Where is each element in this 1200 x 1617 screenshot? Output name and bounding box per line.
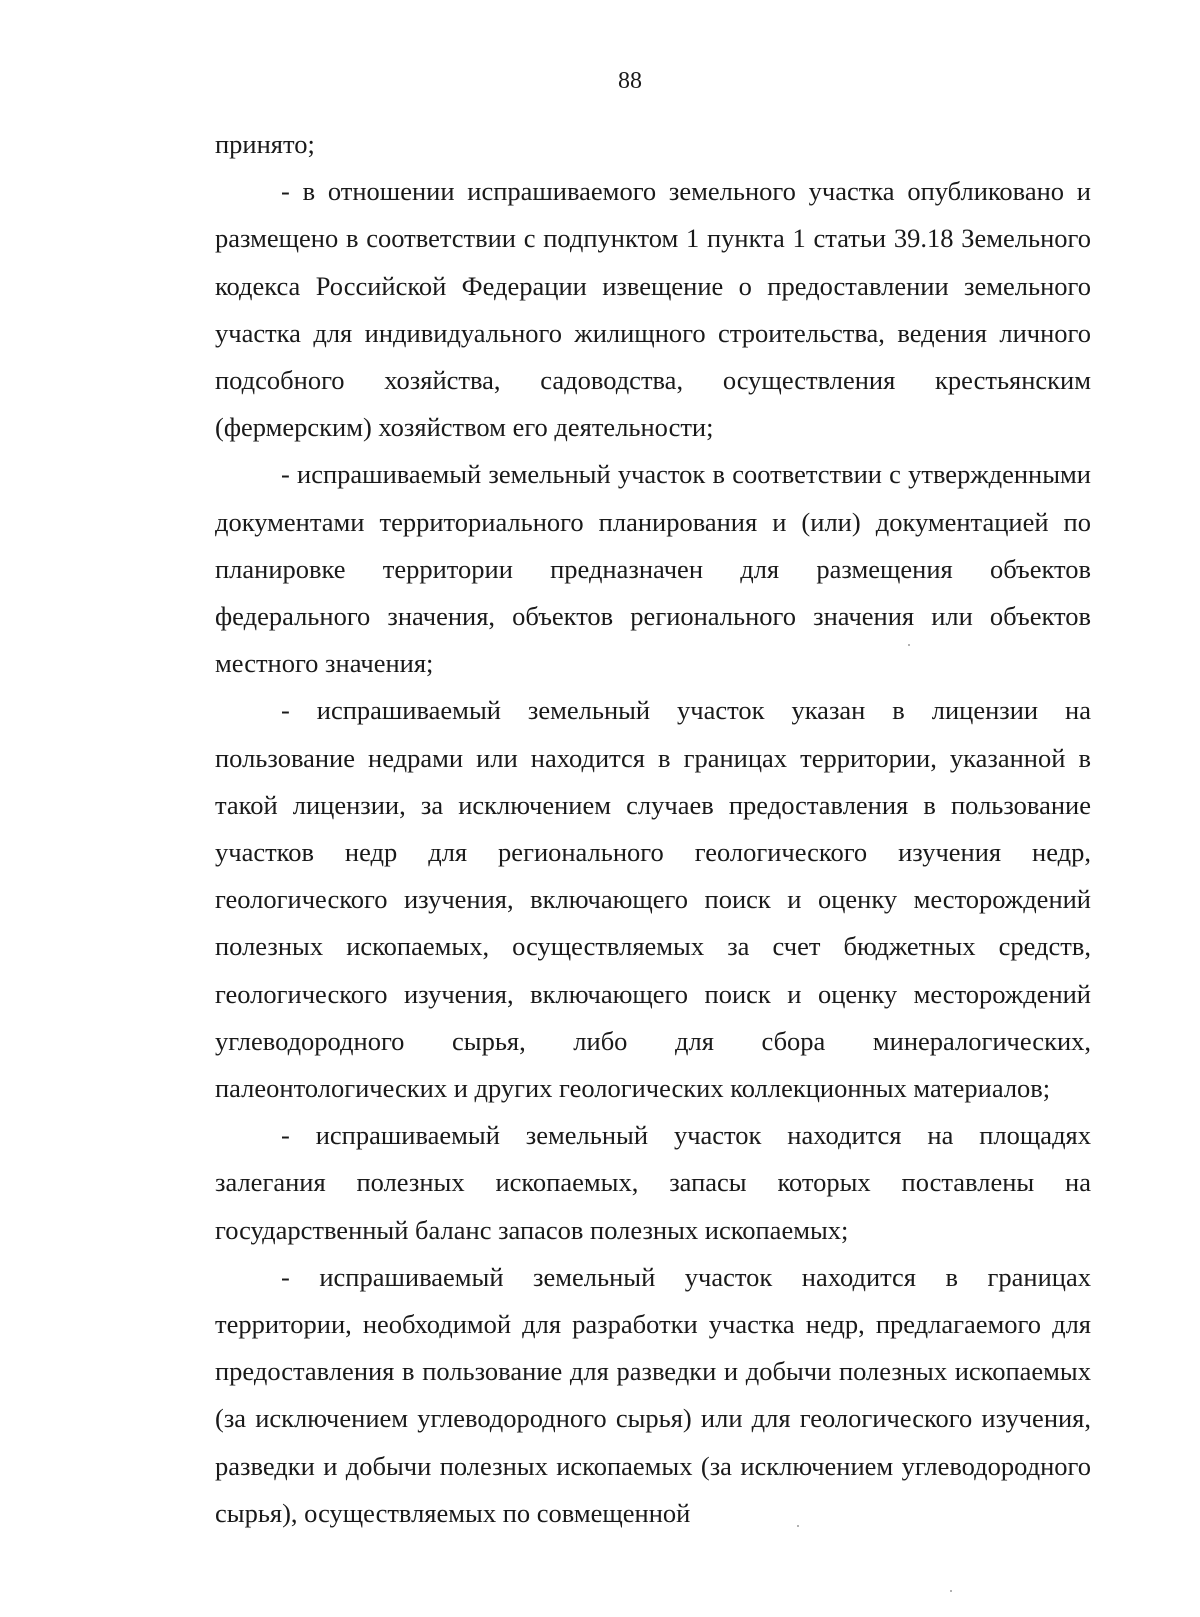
scan-speck — [908, 644, 910, 646]
scan-speck — [797, 1525, 799, 1527]
paragraph-continuation: принято; — [215, 129, 315, 159]
paragraph-territorial-planning: - испрашиваемый земельный участок в соответствии с утвержденными документами территориального планирования и (или) документацией по планировке территории предназначен для размещения объектов федерального значения, объектов регионального значения или объектов местного значения; — [215, 459, 1091, 679]
paragraph-subsoil-development: - испрашиваемый земельный участок находится в границах территории, необходимой для разработки участка недр, предлагаемого для предоставления в пользование для разведки и добычи полезных ископаемых (за исключением углеводородного сырья) или для геологического изучения, разведки и добычи полезных ископаемых (за исключением углеводородного сырья), осуществляемых по совмещенной — [215, 1261, 1091, 1528]
scan-speck — [950, 1590, 952, 1592]
paragraph-published-notice: - в отношении испрашиваемого земельного участка опубликовано и размещено в соответствии с подпунктом 1 пункта 1 статьи 39.18 Земельного кодекса Российской Федерации извещение о предоставлении земельного участка для индивидуального жилищного строительства, ведения личного подсобного хозяйства, садоводства, осуществления крестьянским (фермерским) хозяйством его деятельности; — [215, 176, 1091, 443]
paragraph-mineral-deposits: - испрашиваемый земельный участок находится на площадях залегания полезных ископаемых, запасы которых поставлены на государственный баланс запасов полезных ископаемых; — [215, 1120, 1091, 1245]
body-text — [215, 121, 1091, 1537]
paragraph-subsoil-license: - испрашиваемый земельный участок указан в лицензии на пользование недрами или находится в границах территории, указанной в такой лицензии, за исключением случаев предоставления в пользование участков недр для регионального геологического изучения недр, геологического изучения, включающего поиск и оценку месторождений полезных ископаемых, осуществляемых за счет бюджетных средств, геологического изучения, включающего поиск и оценку месторождений углеводородного сырья, либо для сбора минералогических, палеонтологических и других геологических коллекционных материалов; — [215, 695, 1091, 1104]
page-number: 88 — [618, 68, 642, 94]
